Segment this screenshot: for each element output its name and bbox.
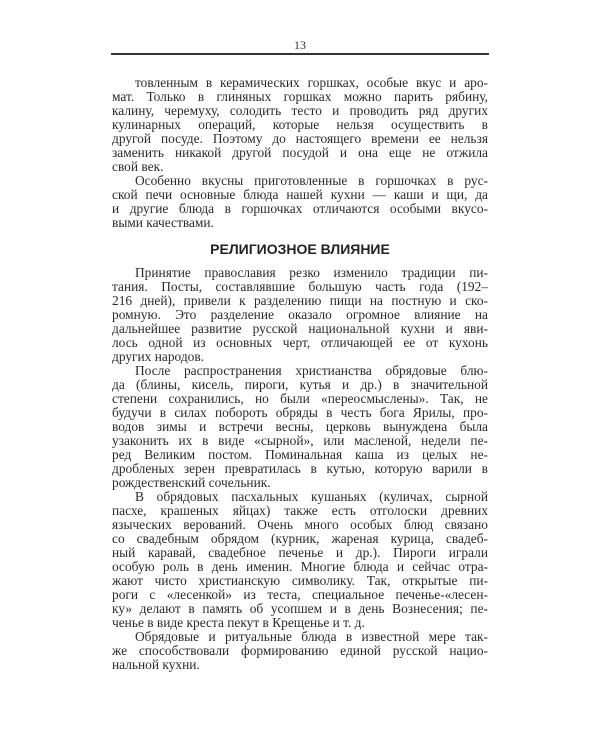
- text-line: Особенно вкусны приготовленные в горшочках в рус-: [135, 173, 488, 188]
- text-line: тания. Посты, составлявшие большую часть года (192–: [112, 279, 488, 294]
- paragraph: [112, 266, 488, 364]
- text-line: особую роль в день именин. Многие блюда и сейчас отра-: [112, 559, 488, 574]
- text-line: узаконить их в виде «сырной», или масленой, недели пе-: [112, 433, 488, 448]
- paragraph: [112, 490, 488, 630]
- paragraph: [112, 174, 488, 230]
- text-line: дальнейшее развитие русской национальной кухни и яви-: [112, 321, 488, 336]
- text-block-bottom: [112, 266, 488, 672]
- text-line: заменить никакой другой посудой и она еще не отжила: [112, 145, 488, 160]
- text-line: ромную. Это разделение оказало огромное влияние на: [112, 307, 488, 322]
- paragraph: [112, 364, 488, 490]
- text-line: ный каравай, свадебное печенье и др.). Пироги играли: [112, 545, 488, 560]
- text-line: других народов.: [112, 349, 205, 364]
- text-line: выми качествами.: [112, 215, 214, 230]
- text-line: свой век.: [112, 159, 164, 174]
- text-line: будучи в силах побороть обряды в честь бога Ярилы, про-: [112, 405, 488, 420]
- page-number: 13: [294, 38, 306, 52]
- text-block-top: [112, 76, 488, 230]
- text-line: ред Великим постом. Поминальная каша из целых не-: [112, 447, 488, 462]
- text-line: другой посуде. Поэтому до настоящего времени ее нельзя: [112, 131, 488, 146]
- text-line: 216 дней), привели к разделению пищи на постную и ско-: [112, 293, 488, 308]
- text-line: водов зимы и встречи весны, церковь вынуждена была: [112, 419, 488, 434]
- header-rule: [111, 53, 489, 55]
- text-line: и другие блюда в горшочках отличаются особыми вкусо-: [112, 201, 488, 216]
- paragraph: [112, 76, 488, 174]
- text-line: мат. Только в глиняных горшках можно парить рябину,: [112, 89, 488, 104]
- text-line: да (блины, кисель, пироги, кутья и др.) в значительной: [112, 377, 488, 392]
- text-line: нальной кухни.: [112, 657, 200, 672]
- text-line: пасхе, крашеных яйцах) также есть отголоски древних: [112, 503, 488, 518]
- text-line: со свадебным обрядом (курник, жареная курица, свадеб-: [112, 531, 488, 546]
- text-line: ской печи основные блюда нашей кухни — каши и щи, да: [112, 187, 488, 202]
- text-line: калину, черемуху, солодить тесто и проводить ряд других: [112, 103, 488, 118]
- paragraph: [112, 630, 488, 672]
- text-line: языческих верований. Очень много особых блюд связано: [112, 517, 488, 532]
- text-line: степени сохранились, но были «переосмыслены». Так, не: [112, 391, 488, 406]
- text-line: В обрядовых пасхальных кушаньях (куличах, сырной: [135, 489, 488, 504]
- text-line: жают чисто христианскую символику. Так, открытые пи-: [112, 573, 488, 588]
- text-line: же способствовали формированию единой русской нацио-: [112, 643, 488, 658]
- text-line: роги с «лесенкой» из теста, специальное печенье-«лесен-: [112, 587, 488, 602]
- text-line: лось одной из основных черт, отличающей ее от кухонь: [112, 335, 488, 350]
- text-line: кулинарных операций, которые нельзя осуществить в: [112, 117, 488, 132]
- text-line: После распространения христианства обрядовые блю-: [135, 363, 488, 378]
- text-line: дробленых зерен превратилась в кутью, которую варили в: [112, 461, 488, 476]
- text-line: Обрядовые и ритуальные блюда в известной мере так-: [135, 629, 488, 644]
- section-heading: РЕЛИГИОЗНОЕ ВЛИЯНИЕ: [210, 241, 390, 257]
- text-line: товленным в керамических горшках, особые вкус и аро-: [135, 75, 488, 90]
- text-line: ченье в виде креста пекут в Крещенье и т. д.: [112, 615, 365, 630]
- text-line: рождественский сочельник.: [112, 475, 271, 490]
- text-line: ку» делают в память об усопшем и в день Вознесения; пе-: [112, 601, 488, 616]
- text-line: Принятие православия резко изменило традиции пи-: [135, 265, 488, 280]
